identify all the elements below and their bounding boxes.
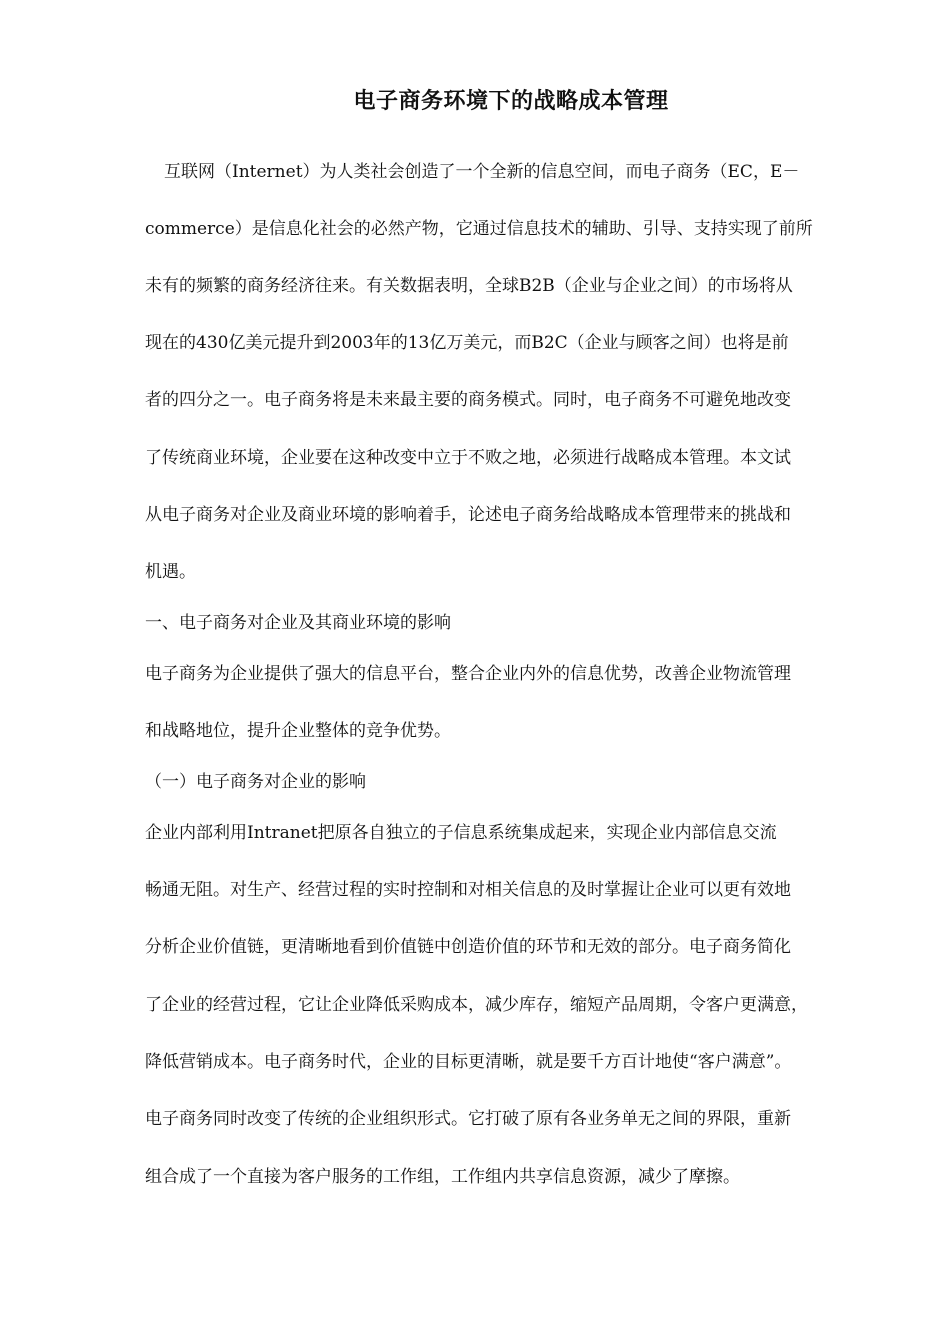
paragraph-line: commerce）是信息化社会的必然产物，它通过信息技术的辅助、引导、支持实现了前所: [145, 219, 813, 239]
paragraph-line: 电子商务同时改变了传统的企业组织形式。它打破了原有各业务单无之间的界限，重新: [145, 1109, 791, 1129]
paragraph-line: 机遇。: [145, 562, 196, 582]
paragraph-line: 未有的频繁的商务经济往来。有关数据表明，全球B2B（企业与企业之间）的市场将从: [145, 276, 793, 296]
paragraph-line: 组合成了一个直接为客户服务的工作组，工作组内共享信息资源，减少了摩擦。: [145, 1167, 740, 1187]
paragraph-line: 了传统商业环境，企业要在这种改变中立于不败之地，必须进行战略成本管理。本文试: [145, 448, 791, 468]
paragraph-line: 了企业的经营过程，它让企业降低采购成本，减少库存，缩短产品周期，令客户更满意，: [145, 995, 808, 1015]
paragraph-line: 企业内部利用Intranet把原各自独立的子信息系统集成起来，实现企业内部信息交流: [145, 823, 777, 843]
paragraph-line: 电子商务为企业提供了强大的信息平台，整合企业内外的信息优势，改善企业物流管理: [145, 664, 791, 684]
section-heading: 一、电子商务对企业及其商业环境的影响: [145, 613, 451, 633]
paragraph-line: 畅通无阻。对生产、经营过程的实时控制和对相关信息的及时掌握让企业可以更有效地: [145, 880, 791, 900]
paragraph-line: 从电子商务对企业及商业环境的影响着手，论述电子商务给战略成本管理带来的挑战和: [145, 505, 791, 525]
document-title: 电子商务环境下的战略成本管理: [353, 88, 669, 114]
paragraph-line: 者的四分之一。电子商务将是未来最主要的商务模式。同时，电子商务不可避免地改变: [145, 390, 791, 410]
paragraph-line: 和战略地位，提升企业整体的竞争优势。: [145, 721, 451, 741]
paragraph-line: 分析企业价值链，更清晰地看到价值链中创造价值的环节和无效的部分。电子商务简化: [145, 937, 791, 957]
subsection-heading: （一）电子商务对企业的影响: [145, 772, 366, 792]
paragraph-line: 降低营销成本。电子商务时代，企业的目标更清晰，就是要千方百计地使“客户满意”。: [145, 1052, 792, 1072]
paragraph-line: 现在的430亿美元提升到2003年的13亿万美元，而B2C（企业与顾客之间）也将是前: [145, 333, 789, 353]
paragraph-line: 互联网（Internet）为人类社会创造了一个全新的信息空间，而电子商务（EC，E－: [164, 162, 800, 182]
